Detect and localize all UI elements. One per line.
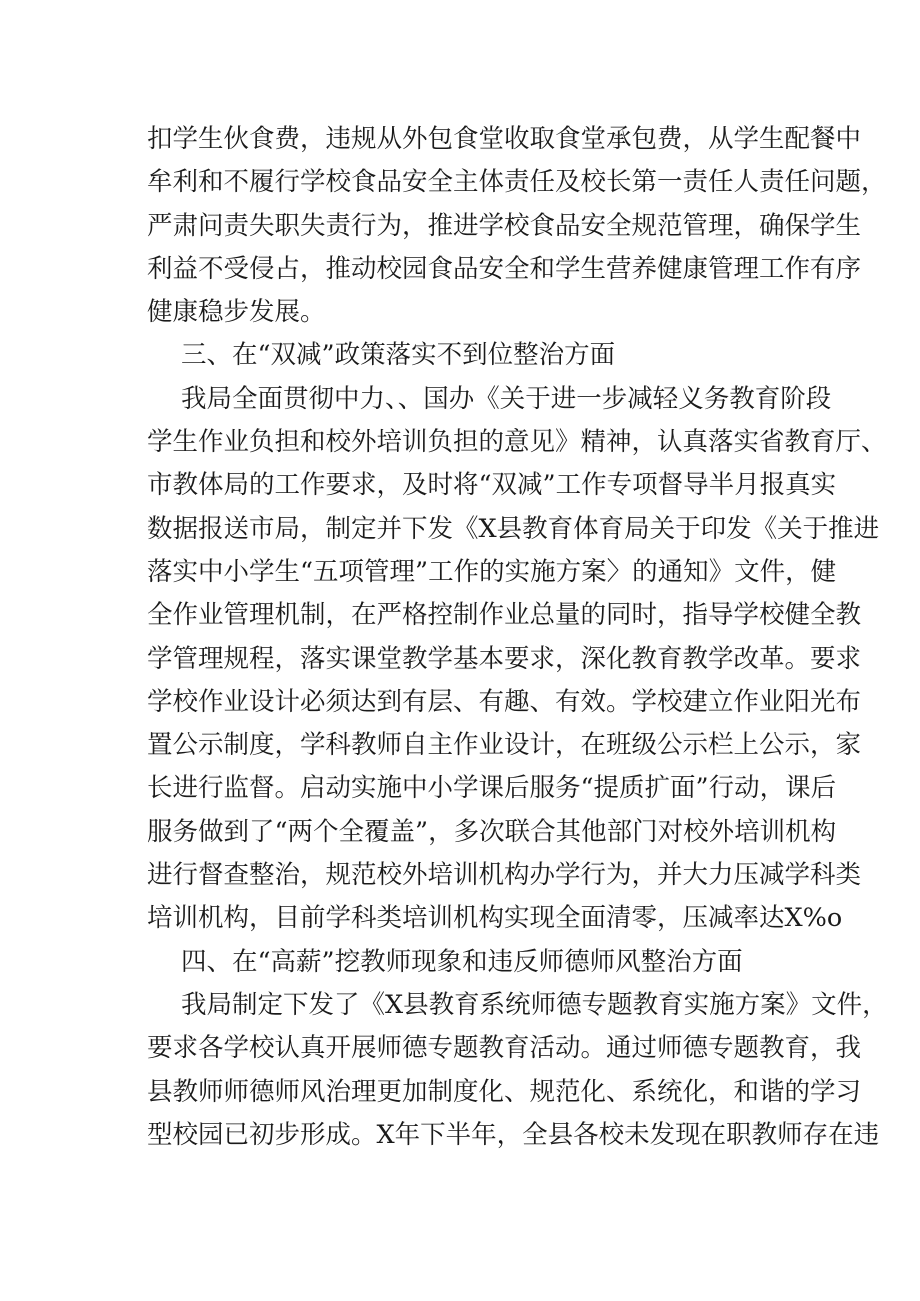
paragraph-line: 培训机构，目前学科类培训机构实现全面清零，压减率达X%o xyxy=(147,903,843,934)
paragraph-line: 长进行监督。启动实施中小学课后服务“提质扩面”行动，课后 xyxy=(147,773,837,804)
paragraph-line: 县教师师德师风治理更加制度化、规范化、系统化，和谐的学习 xyxy=(147,1076,862,1107)
paragraph-line: 我局制定下发了《X县教育系统师德专题教育实施方案》文件， xyxy=(181,989,888,1020)
paragraph-line: 进行督查整治，规范校外培训机构办学行为，并大力压减学科类 xyxy=(147,860,862,891)
paragraph-line: 我局全面贯彻中力、、国办《关于进一步减轻义务教育阶段 xyxy=(181,383,832,414)
paragraph-line: 牟利和不履行学校食品安全主体责任及校长第一责任人责任问题， xyxy=(147,167,887,198)
section-heading: 四、在“高薪”挖教师现象和违反师德师风整治方面 xyxy=(181,946,743,977)
paragraph-line: 型校园已初步形成。X年下半年，全县各校未发现在职教师存在违 xyxy=(147,1119,880,1150)
paragraph-line: 学生作业负担和校外培训负担的意见》精神，认真落实省教育厅、 xyxy=(147,427,887,458)
paragraph-line: 学校作业设计必须达到有层、有趣、有效。学校建立作业阳光布 xyxy=(147,686,862,717)
paragraph-line: 扣学生伙食费，违规从外包食堂收取食堂承包费，从学生配餐中 xyxy=(147,124,862,154)
paragraph-line: 服务做到了“两个全覆盖”，多次联合其他部门对校外培训机构 xyxy=(147,816,837,847)
paragraph-line: 学管理规程，落实课堂教学基本要求，深化教育教学改革。要求 xyxy=(147,643,862,674)
paragraph-line: 置公示制度，学科教师自主作业设计，在班级公示栏上公示，家 xyxy=(147,730,862,761)
paragraph-line: 全作业管理机制，在严格控制作业总量的同时，指导学校健全教 xyxy=(147,600,862,631)
paragraph-line: 严肃问责失职失责行为，推进学校食品安全规范管理，确保学生 xyxy=(147,210,862,241)
section-heading: 三、在“双减”政策落实不到位整治方面 xyxy=(181,340,616,371)
paragraph-line: 要求各学校认真开展师德专题教育活动。通过师德专题教育，我 xyxy=(147,1033,862,1064)
paragraph-line: 利益不受侵占，推动校园食品安全和学生营养健康管理工作有序 xyxy=(147,253,862,284)
document-body xyxy=(147,118,888,1157)
paragraph-line: 市教体局的工作要求，及时将“双减”工作专项督导半月报真实 xyxy=(147,470,837,501)
paragraph-line: 健康稳步发展。 xyxy=(147,297,326,328)
paragraph-line: 数据报送市局，制定并下发《X县教育体育局关于印发《关于推进 xyxy=(147,513,880,544)
paragraph-line: 落实中小学生“五项管理”工作的实施方案〉的通知》文件，健 xyxy=(147,556,837,587)
